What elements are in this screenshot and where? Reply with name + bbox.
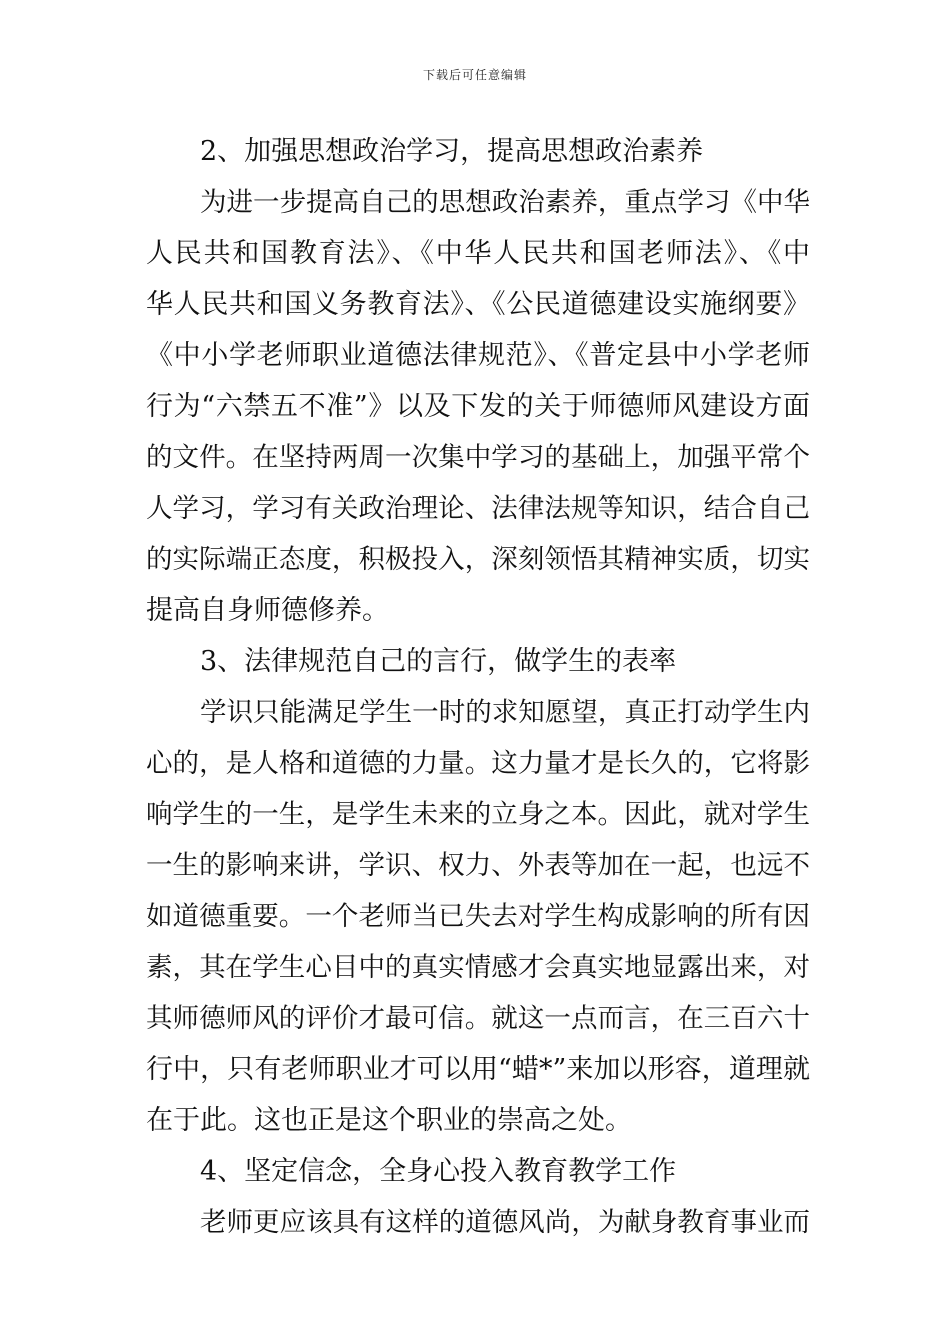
text-line: 2、加强思想政治学习，提高思想政治素养 (200, 136, 704, 167)
text-line: 3、法律规范自己的言行，做学生的表率 (200, 646, 677, 677)
text-line: 学识只能满足学生一时的求知愿望，真正打动学生内 (200, 697, 810, 728)
text-line: 的文件。在坚持两周一次集中学习的基础上，加强平常个 (146, 442, 810, 473)
text-line: 老师更应该具有这样的道德风尚，为献身教育事业而 (200, 1207, 810, 1238)
text-line: 响学生的一生，是学生未来的立身之本。因此，就对学生 (146, 799, 810, 830)
page-header: 下载后可任意编辑 (422, 68, 527, 82)
text-line: 行中，只有老师职业才可以用“蜡*”来加以形容，道理就 (146, 1054, 810, 1085)
text-line: 人民共和国教育法》、《中华人民共和国老师法》、《中 (146, 238, 810, 269)
text-line: 4、坚定信念，全身心投入教育教学工作 (200, 1156, 677, 1187)
document-body (146, 126, 810, 1248)
text-line: 素，其在学生心目中的真实情感才会真实地显露出来，对 (146, 952, 810, 983)
text-line: 如道德重要。一个老师当已失去对学生构成影响的所有因 (146, 901, 810, 932)
text-line: 行为“六禁五不准”》以及下发的关于师德师风建设方面 (146, 391, 810, 422)
text-line: 《中小学老师职业道德法律规范》、《普定县中小学老师 (146, 340, 810, 371)
text-line: 在于此。这也正是这个职业的崇高之处。 (146, 1105, 632, 1136)
text-line: 为进一步提高自己的思想政治素养，重点学习《中华 (200, 187, 810, 218)
text-line: 一生的影响来讲，学识、权力、外表等加在一起，也远不 (146, 850, 810, 881)
text-line: 心的，是人格和道德的力量。这力量才是长久的，它将影 (146, 748, 810, 779)
text-line: 人学习，学习有关政治理论、法律法规等知识，结合自己 (146, 493, 810, 524)
text-line: 其师德师风的评价才最可信。就这一点而言，在三百六十 (146, 1003, 810, 1034)
text-line: 华人民共和国义务教育法》、《公民道德建设实施纲要》 (146, 289, 810, 320)
text-line: 提高自身师德修养。 (146, 595, 389, 626)
text-line: 的实际端正态度，积极投入，深刻领悟其精神实质，切实 (146, 544, 810, 575)
